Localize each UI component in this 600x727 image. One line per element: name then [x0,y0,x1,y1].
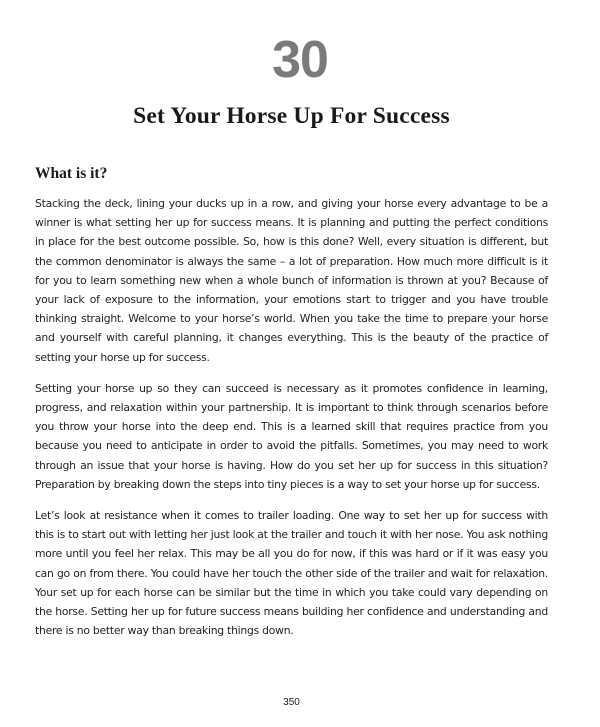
section-heading: What is it? [35,165,108,182]
paragraph: Setting your horse up so they can succeed is necessary as it promotes confidence in learning, progress, and relaxation within your partnership. It is important to think through scenarios before you throw your horse into the deep end. This is a learned skill that requires practice from you because you need to anticipate in order to avoid the pitfalls. Sometimes, you may need to work through an issue that your horse is having. How do you set her up for success in this situation? Preparation by breaking down the steps into tiny pieces is a way to set your horse up for success. [35,381,548,491]
chapter-title: Set Your Horse Up For Success [133,103,450,129]
body-text [35,194,548,652]
chapter-number: 30 [272,31,328,89]
page-number: 350 [283,697,300,708]
paragraph: Stacking the deck, lining your ducks up in a row, and giving your horse every advantage to be a winner is what setting her up for success means. It is planning and putting the perfect conditions in place for the best outcome possible. So, how is this done? Well, every situation is different, but the common denominator is always the same – a lot of preparation. How much more difficult is it for you to learn something new when a whole bunch of information is thrown at you? Because of your lack of exposure to the information, your emotions start to trigger and you have trouble thinking straight. Welcome to your horse’s world. When you take the time to prepare your horse and yourself with careful planning, it changes everything. This is the beauty of the practice of setting your horse up for success. [35,197,548,364]
paragraph: Let’s look at resistance when it comes to trailer loading. One way to set her up for success with this is to start out with letting her just look at the trailer and touch it with her nose. You ask nothing more until you feel her relax. This may be all you do for now, if this was hard or if it was easy you can go on from there. You could have her touch the other side of the trailer and wait for relaxation. Your set up for each horse can be similar but the time in which you take could vary depending on the horse. Setting her up for future success means building her confidence and understanding and there is no better way than breaking things down. [35,509,548,638]
